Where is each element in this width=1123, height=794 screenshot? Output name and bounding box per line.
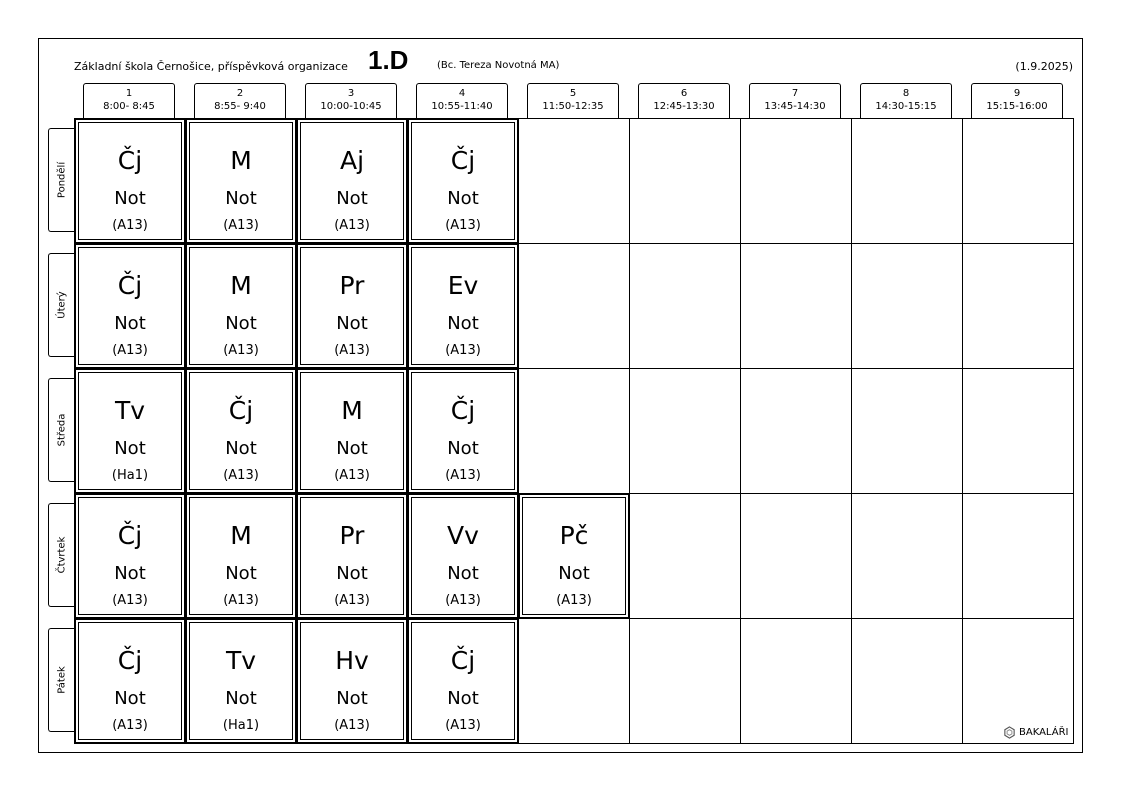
lesson-card-inner: [411, 122, 515, 240]
lesson-teacher: Not: [447, 688, 479, 709]
hour-header-9: [971, 83, 1063, 118]
hour-time: 8:00- 8:45: [103, 101, 155, 112]
hour-header-6: [638, 83, 730, 118]
lesson-subject: Tv: [114, 396, 146, 425]
day-label-4: [48, 503, 74, 607]
lesson-card[interactable]: [408, 494, 518, 618]
lesson-card[interactable]: [297, 119, 407, 243]
brand-footer: [1003, 726, 1068, 739]
lesson-card-inner: [411, 497, 515, 615]
hour-time: 11:50-12:35: [542, 101, 604, 112]
lesson-room: (A13): [223, 218, 259, 233]
lesson-subject: M: [341, 396, 363, 425]
lesson-teacher: Not: [225, 188, 257, 209]
hour-time: 14:30-15:15: [875, 101, 937, 112]
hour-time: 8:55- 9:40: [214, 101, 266, 112]
grid-column-divider: [740, 118, 741, 744]
grid-column-divider: [962, 118, 963, 744]
lesson-teacher: Not: [225, 438, 257, 459]
lesson-card-inner: [189, 372, 293, 490]
lesson-room: (Ha1): [111, 468, 149, 483]
hour-header-3: [305, 83, 397, 118]
lesson-card-inner: [78, 497, 182, 615]
lesson-room: (A13): [112, 593, 148, 608]
lesson-card-inner: [300, 372, 404, 490]
grid-column-divider: [518, 118, 519, 744]
lesson-subject: Čj: [228, 396, 254, 425]
lesson-teacher: Not: [336, 688, 368, 709]
lesson-room: (A13): [112, 218, 148, 233]
lesson-subject: Čj: [450, 396, 476, 425]
lesson-card[interactable]: [408, 244, 518, 368]
lesson-card-inner: [78, 122, 182, 240]
lesson-teacher: Not: [336, 438, 368, 459]
lesson-card[interactable]: [297, 369, 407, 493]
lesson-card[interactable]: [186, 619, 296, 743]
lesson-room: (A13): [445, 218, 481, 233]
lesson-card-inner: [78, 622, 182, 740]
lesson-card-inner: [300, 497, 404, 615]
lesson-subject: Tv: [225, 646, 257, 675]
day-label-2: [48, 253, 74, 357]
hour-number: 4: [458, 88, 466, 99]
lesson-card[interactable]: [519, 494, 629, 618]
lesson-teacher: Not: [447, 313, 479, 334]
lesson-room: (A13): [223, 593, 259, 608]
lesson-card[interactable]: [186, 369, 296, 493]
lesson-subject: M: [230, 146, 252, 175]
lesson-room: (A13): [334, 343, 370, 358]
lesson-room: (A13): [334, 718, 370, 733]
hour-number: 1: [125, 88, 133, 99]
lesson-room: (A13): [223, 468, 259, 483]
school-name: Základní škola Černošice, příspěvková organizace: [74, 60, 348, 73]
day-label-5: [48, 628, 74, 732]
hour-number: 7: [791, 88, 799, 99]
lesson-teacher: Not: [447, 438, 479, 459]
lesson-card[interactable]: [297, 619, 407, 743]
hour-number: 6: [680, 88, 688, 99]
hour-number: 3: [347, 88, 355, 99]
lesson-room: (A13): [445, 343, 481, 358]
day-name: Pátek: [56, 666, 67, 694]
day-name: Čtvrtek: [56, 536, 67, 574]
lesson-card[interactable]: [75, 494, 185, 618]
hour-time: 10:00-10:45: [320, 101, 382, 112]
lesson-subject: Čj: [117, 146, 143, 175]
lesson-room: (A13): [112, 343, 148, 358]
class-teacher: (Bc. Tereza Novotná MA): [437, 60, 560, 71]
lesson-subject: Hv: [335, 646, 369, 675]
lesson-teacher: Not: [225, 688, 257, 709]
timetable-date: (1.9.2025): [1015, 60, 1073, 73]
hour-number: 2: [236, 88, 244, 99]
lesson-subject: Vv: [447, 521, 479, 550]
lesson-card[interactable]: [408, 619, 518, 743]
hour-time: 13:45-14:30: [764, 101, 826, 112]
lesson-subject: Aj: [339, 146, 365, 175]
brand-name: BAKALÁŘI: [1019, 727, 1069, 738]
lesson-subject: Pr: [339, 521, 365, 550]
hour-number: 9: [1013, 88, 1021, 99]
bakalari-logo-icon: [1003, 726, 1016, 739]
lesson-subject: Čj: [117, 646, 143, 675]
lesson-teacher: Not: [114, 563, 146, 584]
hour-header-5: [527, 83, 619, 118]
lesson-subject: Čj: [117, 271, 143, 300]
lesson-card-inner: [189, 247, 293, 365]
lesson-card[interactable]: [186, 119, 296, 243]
lesson-room: (A13): [445, 593, 481, 608]
hour-header-2: [194, 83, 286, 118]
lesson-subject: Ev: [447, 271, 479, 300]
lesson-card-inner: [189, 497, 293, 615]
hour-number: 5: [569, 88, 577, 99]
lesson-room: (A13): [445, 718, 481, 733]
lesson-teacher: Not: [447, 188, 479, 209]
hour-header-1: [83, 83, 175, 118]
lesson-card-inner: [300, 622, 404, 740]
lesson-subject: Čj: [450, 146, 476, 175]
day-label-1: [48, 128, 74, 232]
lesson-card[interactable]: [75, 619, 185, 743]
lesson-card[interactable]: [75, 119, 185, 243]
lesson-teacher: Not: [336, 188, 368, 209]
lesson-teacher: Not: [114, 438, 146, 459]
lesson-teacher: Not: [336, 563, 368, 584]
lesson-teacher: Not: [114, 188, 146, 209]
lesson-card[interactable]: [186, 244, 296, 368]
lesson-card-inner: [411, 372, 515, 490]
class-name: 1.D: [368, 45, 409, 75]
day-name: Úterý: [56, 291, 67, 319]
hour-time: 15:15-16:00: [986, 101, 1048, 112]
lesson-subject: Pr: [339, 271, 365, 300]
lesson-card-inner: [189, 622, 293, 740]
hour-time: 12:45-13:30: [653, 101, 715, 112]
lesson-room: (A13): [223, 343, 259, 358]
lesson-teacher: Not: [447, 563, 479, 584]
lesson-card-inner: [189, 122, 293, 240]
lesson-card[interactable]: [75, 369, 185, 493]
lesson-card-inner: [522, 497, 626, 615]
lesson-room: (A13): [445, 468, 481, 483]
lesson-room: (A13): [334, 468, 370, 483]
lesson-card-inner: [78, 247, 182, 365]
lesson-teacher: Not: [336, 313, 368, 334]
lesson-card-inner: [300, 122, 404, 240]
hour-number: 8: [902, 88, 910, 99]
hour-header-7: [749, 83, 841, 118]
lesson-subject: M: [230, 271, 252, 300]
lesson-card-inner: [300, 247, 404, 365]
hour-header-8: [860, 83, 952, 118]
lesson-teacher: Not: [114, 313, 146, 334]
hour-header-4: [416, 83, 508, 118]
lesson-room: (A13): [334, 218, 370, 233]
lesson-teacher: Not: [225, 563, 257, 584]
lesson-subject: Čj: [450, 646, 476, 675]
lesson-room: (A13): [334, 593, 370, 608]
lesson-card[interactable]: [186, 494, 296, 618]
lesson-card[interactable]: [297, 494, 407, 618]
lesson-room: (A13): [556, 593, 592, 608]
lesson-card[interactable]: [408, 369, 518, 493]
day-label-3: [48, 378, 74, 482]
grid-column-divider: [629, 118, 630, 744]
lesson-card[interactable]: [75, 244, 185, 368]
lesson-room: (A13): [112, 718, 148, 733]
lesson-subject: M: [230, 521, 252, 550]
grid-column-divider: [851, 118, 852, 744]
lesson-card-inner: [411, 622, 515, 740]
day-name: Středa: [56, 413, 67, 447]
lesson-card-inner: [78, 372, 182, 490]
lesson-card-inner: [411, 247, 515, 365]
lesson-teacher: Not: [225, 313, 257, 334]
lesson-room: (Ha1): [222, 718, 260, 733]
day-name: Pondělí: [56, 161, 67, 199]
lesson-teacher: Not: [558, 563, 590, 584]
lesson-card[interactable]: [297, 244, 407, 368]
lesson-card[interactable]: [408, 119, 518, 243]
hour-time: 10:55-11:40: [431, 101, 493, 112]
lesson-subject: Pč: [559, 521, 589, 550]
lesson-teacher: Not: [114, 688, 146, 709]
lesson-subject: Čj: [117, 521, 143, 550]
